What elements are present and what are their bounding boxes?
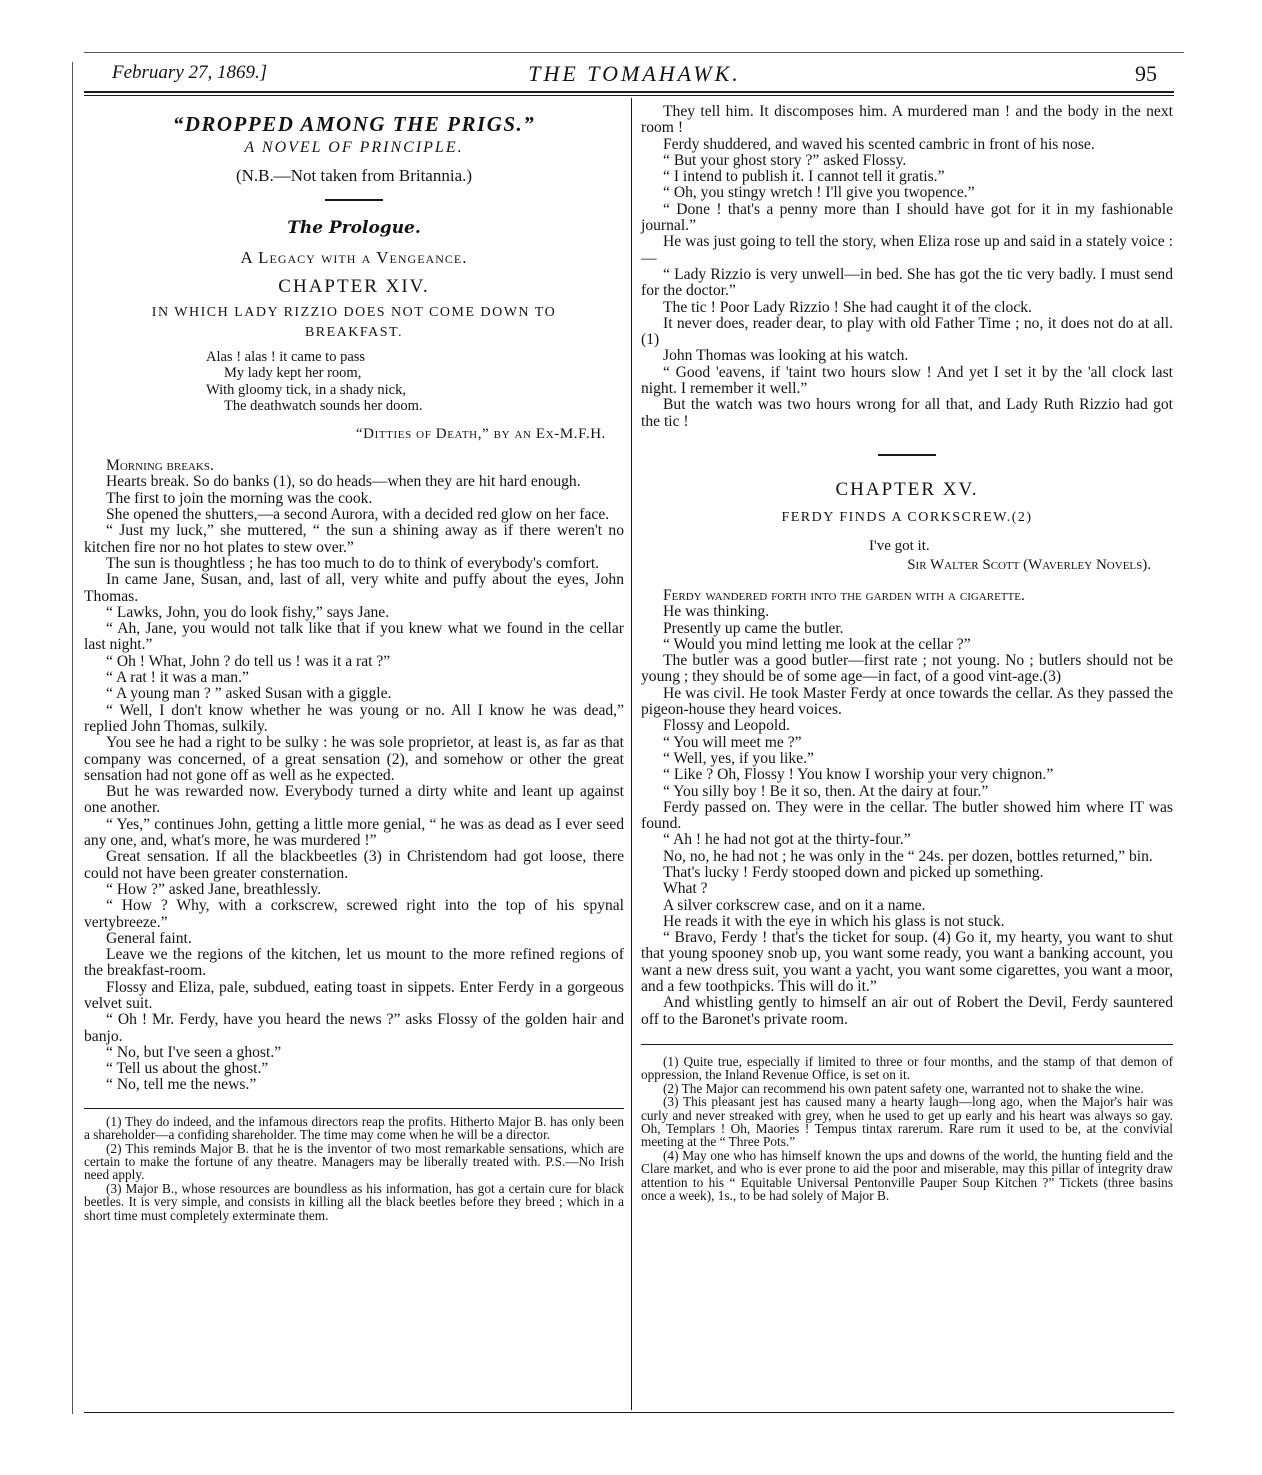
masthead (112, 62, 1157, 88)
paragraph: You see he had a right to be sulky : he was sole proprietor, at least is, as far as that company was concerned, of a great sensation (2), and somehow or other the great sensation had not gone off as well as he expected. (84, 734, 624, 784)
paragraph: “ No, tell me the news.” (106, 1076, 257, 1094)
paragraph: In came Jane, Susan, and, last of all, very white and puffy about the eyes, John Thomas. (84, 571, 624, 605)
paragraph: Flossy and Leopold. (663, 717, 790, 735)
right-body-top (641, 104, 1173, 430)
paragraph: “ Bravo, Ferdy ! that's the ticket for soup. (4) Go it, my hearty, you want to shut that young spooney snob up, you want some ready, you want a banking account, you want a new dress suit, you want a yacht, you want some cigarettes, you want a moor, and a few toothpicks. This will do it.” (641, 929, 1173, 996)
footnote: (4) May one who has himself known the ups and downs of the world, the hunting field and the Clare market, and who is ever prone to aid the poor and miserable, may this pillar of integrity draw attention to his “ Equitable Universal Pentonville Pauper Soup Kitchen ?” Tickets (three basins once a week), 1s., to be had solely of Major B. (641, 1147, 1173, 1204)
paragraph: “ A young man ? ” asked Susan with a giggle. (106, 685, 392, 703)
paragraph: “ Ah ! he had not got at the thirty-four.” (663, 831, 911, 849)
novel-title: “DROPPED AMONG THE PRIGS.” (172, 112, 536, 136)
paragraph: “ Tell us about the ghost.” (106, 1060, 269, 1078)
right-column (641, 100, 1173, 1202)
paragraph: The sun is thoughtless ; he has too much to do to think of everybody's comfort. (106, 554, 600, 572)
paragraph: “ How ?” asked Jane, breathlessly. (106, 880, 322, 898)
paragraph: She opened the shutters,—a second Aurora, with a decided red glow on her face. (106, 506, 610, 524)
left-body (84, 458, 624, 1094)
paragraph: “ Done ! that's a penny more than I should have got for it in my fashionable journal.” (641, 200, 1173, 235)
legacy-heading: A Legacy with a Vengeance. (240, 248, 468, 267)
verse-attribution: “Ditties of Death,” by an Ex-M.F.H. (355, 426, 606, 443)
paragraph: He was thinking. (663, 603, 770, 621)
footnote: (1) Quite true, especially if limited to three or four months, and the stamp of that demon of oppression, the Inland Revenue Office, is set on it. (641, 1053, 1173, 1083)
paragraph: Ferdy wandered forth into the garden with a cigarette. (663, 586, 1025, 604)
right-body (641, 588, 1173, 1028)
paragraph: General faint. (106, 929, 192, 947)
paragraph: “ Well, I don't know whether he was young or no. All I know he was dead,” replied John Thomas, sulkily. (84, 701, 624, 735)
paragraph: The first to join the morning was the cook. (106, 489, 373, 507)
paragraph: “ Oh, you stingy wretch ! I'll give you twopence.” (663, 184, 975, 202)
left-footnotes (84, 1115, 624, 1222)
paragraph: “ But your ghost story ?” asked Flossy. (663, 151, 907, 169)
paragraph: “ A rat ! it was a man.” (106, 669, 249, 687)
chapter-subtitle-line: BREAKFAST. (304, 325, 404, 340)
paragraph: The tic ! Poor Lady Rizzio ! She had caught it of the clock. (663, 298, 1032, 316)
paragraph: The butler was a good butler—first rate ; not young. No ; butlers should not be young ; they should be of some age—in fact, of a good vint-age.(3) (641, 652, 1173, 686)
paragraph: “ Lawks, John, you do look fishy,” says Jane. (106, 603, 390, 621)
top-page-edge (84, 52, 1184, 53)
paragraph: Leave we the regions of the kitchen, let us mount to the more refined regions of the breakfast-room. (84, 946, 624, 980)
paragraph: “ Like ? Oh, Flossy ! You know I worship your very chignon.” (663, 766, 1054, 784)
paragraph: “ How ? Why, with a corkscrew, screwed right into the top of his spynal vertybreeze.” (84, 897, 624, 931)
page-number: 95 (1135, 61, 1157, 86)
footnote-separator (84, 1108, 624, 1109)
paragraph: “ Lady Rizzio is very unwell—in bed. She has got the tic very badly. I must send for the doctor.” (641, 265, 1173, 300)
paragraph: What ? (663, 880, 708, 898)
paragraph: John Thomas was looking at his watch. (663, 347, 909, 365)
paragraph: A silver corkscrew case, and on it a name. (663, 896, 926, 914)
left-page-edge (72, 62, 73, 1414)
footnote: (2) The Major can recommend his own patent safety one, warranted not to shake the wine. (663, 1080, 1144, 1096)
paragraph: “ Good 'eavens, if 'taint two hours slow ! And yet I set it by the 'all clock last night. I remember it well.” (641, 363, 1173, 398)
paper-title: THE TOMAHAWK. (528, 61, 741, 86)
paragraph: “ Oh ! Mr. Ferdy, have you heard the news ?” asks Flossy of the golden hair and banjo. (84, 1011, 624, 1045)
paragraph: “ Yes,” continues John, getting a little more genial, “ he was as dead as I ever seed any one, and, what's more, he was murdered !” (84, 815, 624, 850)
bottom-rule (84, 1412, 1174, 1413)
footnote: (1) They do indeed, and the infamous directors reap the profits. Hitherto Major B. has only been a shareholder—a confiding shareholder. The time may come when he will be a director. (84, 1113, 624, 1143)
verse-line: With gloomy tick, in a shady nick, (206, 381, 406, 398)
short-rule (878, 454, 936, 456)
paragraph: That's lucky ! Ferdy stooped down and picked up something. (663, 863, 1044, 881)
right-footnotes (641, 1055, 1173, 1202)
epigraph-verse (206, 349, 624, 414)
chapter-subtitle: FERDY FINDS A CORKSCREW.(2) (781, 509, 1033, 525)
paragraph: “ Just my luck,” she muttered, “ the sun a shining away as if there weren't no kitchen fire nor no hot plates to stew over.” (84, 522, 624, 556)
chapter-heading: CHAPTER XIV. (278, 276, 430, 297)
footnote: (2) This reminds Major B. that he is the inventor of two most remarkable sensations, which are certain to make the fortune of any theatre. Managers may be liberally treated with. P.S.—No Irish need apply. (84, 1140, 624, 1183)
paragraph: Ferdy passed on. They were in the cellar. The butler showed him where IT was found. (641, 798, 1173, 833)
paragraph: Hearts break. So do banks (1), so do heads—when they are hit hard enough. (106, 473, 581, 491)
epigraph-quote: I've got it. (869, 537, 930, 554)
paragraph: “ Well, yes, if you like.” (663, 749, 814, 767)
paragraph: Morning breaks. (106, 457, 214, 475)
verse-line: The deathwatch sounds her doom. (224, 397, 423, 414)
paragraph: It never does, reader dear, to play with old Father Time ; no, it does not do at all.(1) (641, 314, 1173, 349)
paragraph: “ No, but I've seen a ghost.” (106, 1043, 282, 1061)
footnote: (3) This pleasant jest has caused many a hearty laugh—long ago, when the Major's hair was curly and never streaked with grey, when he used to get up early and his heart was always so gay. Oh, Templars ! Oh, Maories ! Tempus tintax rarerum. Rare rum it used to be, at the convivial meeting at the “ Three Pots.” (641, 1094, 1173, 1150)
paragraph: No, no, he had not ; he was only in the “ 24s. per dozen, bottles returned,” bin. (663, 847, 1153, 865)
short-rule (325, 199, 383, 201)
verse-line: My lady kept her room, (224, 365, 362, 382)
paragraph: “ You silly boy ! Be it so, then. At the dairy at four.” (663, 782, 989, 800)
verse-line: Alas ! alas ! it came to pass (206, 349, 366, 365)
paragraph: He was just going to tell the story, when Eliza rose up and said in a stately voice :— (641, 233, 1173, 267)
chapter-subtitle-line: IN WHICH LADY RIZZIO DOES NOT COME DOWN TO (151, 305, 557, 320)
paragraph: “ Oh ! What, John ? do tell us ! was it a rat ?” (106, 652, 391, 670)
column-divider (631, 98, 632, 1410)
masthead-rule-bottom (84, 95, 1174, 96)
footnote-separator (641, 1044, 1173, 1045)
masthead-rule-top (84, 91, 1174, 93)
chapter-heading: CHAPTER XV. (835, 478, 979, 500)
paragraph: And whistling gently to himself an air out of Robert the Devil, Ferdy sauntered off to the Baronet's private room. (641, 994, 1173, 1028)
paragraph: “ Ah, Jane, you would not talk like that if you knew what we found in the cellar last night.” (84, 620, 624, 654)
left-column (84, 100, 624, 1222)
quote-attribution: Sir Walter Scott (Waverley Novels). (907, 556, 1151, 573)
paragraph: But he was rewarded now. Everybody turned a dirty white and leant up against one another. (84, 783, 624, 817)
novel-note: (N.B.—Not taken from Britannia.) (235, 166, 473, 185)
paragraph: He reads it with the eye in which his glass is not stuck. (663, 912, 1005, 930)
paragraph: They tell him. It discomposes him. A murdered man ! and the body in the next room ! (641, 103, 1173, 137)
issue-date: February 27, 1869.] (112, 62, 268, 83)
paragraph: Ferdy shuddered, and waved his scented cambric in front of his nose. (663, 135, 1095, 153)
paragraph: He was civil. He took Master Ferdy at once towards the cellar. As they passed the pigeon-house they heard voices. (641, 684, 1173, 719)
paragraph: Flossy and Eliza, pale, subdued, eating toast in sippets. Enter Ferdy in a gorgeous velvet suit. (84, 978, 624, 1012)
paragraph: “ Would you mind letting me look at the cellar ?” (663, 635, 971, 653)
novel-subtitle: A NOVEL OF PRINCIPLE. (244, 139, 464, 156)
paragraph: “ I intend to publish it. I cannot tell it gratis.” (663, 168, 945, 186)
chapter-subtitle (84, 303, 624, 343)
paragraph: Great sensation. If all the blackbeetles (3) in Christendom had got loose, there could not have been greater consternation. (84, 848, 624, 882)
paragraph: But the watch was two hours wrong for all that, and Lady Ruth Rizzio had got the tic ! (641, 396, 1173, 430)
footnote: (3) Major B., whose resources are boundless as his information, has got a certain cure for black beetles. It is very simple, and consists in killing all the black beetles before they breed ; which in a short time must completely exterminate them. (84, 1180, 624, 1223)
paragraph: “ You will meet me ?” (663, 733, 802, 751)
section-heading: The Prologue. (287, 218, 421, 238)
paragraph: Presently up came the butler. (663, 619, 844, 637)
